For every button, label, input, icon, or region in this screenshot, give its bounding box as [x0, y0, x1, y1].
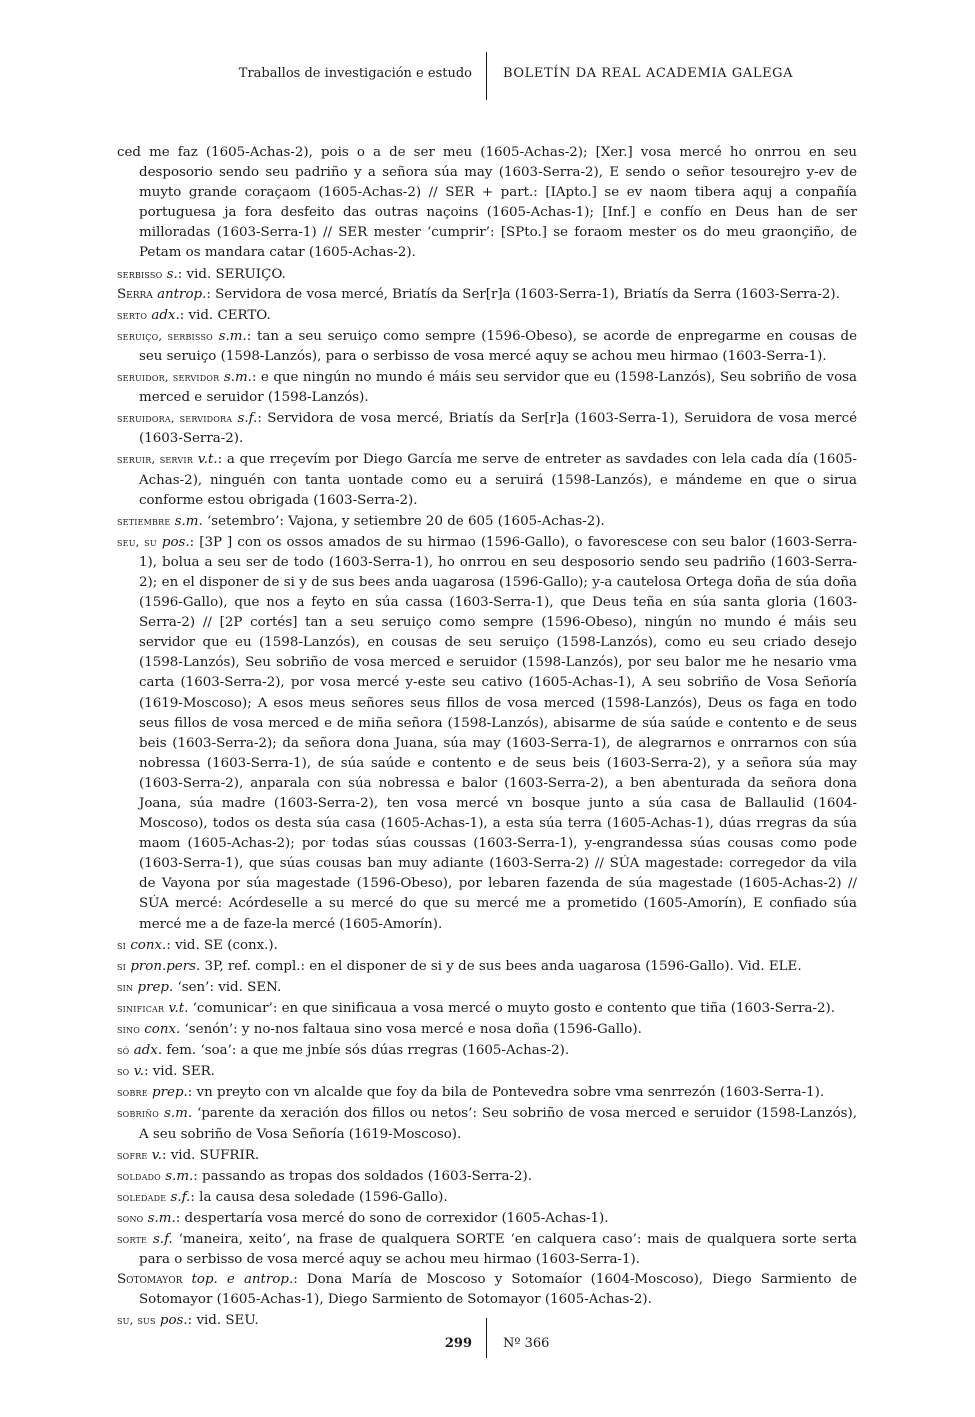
entry-headword: Sotomayor: [117, 1272, 183, 1288]
entry-headword: si: [117, 937, 127, 952]
entry-grammar: s.m.: [164, 1106, 193, 1122]
dictionary-entry: [117, 1166, 857, 1187]
entry-headword: setiembre: [117, 513, 171, 528]
dictionary-entry: [117, 449, 857, 510]
entry-headword: so: [117, 1064, 130, 1079]
entry-grammar: s.f.: [237, 411, 258, 427]
entry-grammar: s.: [166, 266, 178, 282]
entry-grammar: antrop.: [157, 286, 207, 302]
entry-grammar: s.m.: [174, 513, 203, 529]
entry-text: 3P, ref. compl.: en el disponer de si y de sus bees anda uagarosa (1596-Gallo). Vid. ELE.: [200, 958, 802, 974]
dictionary-entries: [117, 143, 857, 1331]
entry-headword: soldado: [117, 1168, 161, 1183]
entry-grammar: v.: [151, 1147, 162, 1163]
journal-title: BOLETÍN DA REAL ACADEMIA GALEGA: [503, 66, 794, 81]
entry-grammar: v.t.: [197, 452, 218, 468]
entry-text: : vid. CERTO.: [179, 307, 271, 323]
entry-headword: seruiço, serbisso: [117, 328, 213, 343]
dictionary-entry: [117, 1187, 857, 1208]
entry-grammar: conx.: [130, 937, 167, 953]
entry-text: : vid. SEU.: [187, 1313, 259, 1329]
entry-text: : despertaría vosa mercé do sono de correxidor (1605-Achas-1).: [175, 1210, 609, 1226]
entry-headword: sorte: [117, 1231, 148, 1246]
dictionary-entry: [117, 998, 857, 1019]
issue-number: Nº 366: [503, 1336, 550, 1351]
dictionary-entry: [117, 1040, 857, 1061]
entry-grammar: s.f.: [170, 1189, 191, 1205]
dictionary-entry: [117, 305, 857, 326]
entry-text: : la causa desa soledade (1596-Gallo).: [190, 1189, 448, 1205]
entry-grammar: s.m.: [218, 328, 247, 344]
running-header: [0, 52, 975, 102]
dictionary-entry: [117, 1229, 857, 1270]
entry-headword: serbisso: [117, 266, 163, 281]
entry-text: : Servidora de vosa mercé, Briatís da Ser[r]a (1603-Serra-1), Briatís da Serra (1603-Serra-2).: [206, 286, 840, 302]
entry-headword: seruidora, servidora: [117, 411, 233, 426]
dictionary-entry: [117, 977, 857, 998]
dictionary-entry: [117, 1061, 857, 1082]
entry-headword: só: [117, 1043, 130, 1058]
entry-headword: su, sus: [117, 1313, 156, 1328]
entry-text: : vid. SER.: [143, 1064, 215, 1080]
entry-headword: sobriño: [117, 1106, 160, 1121]
dictionary-entry: [117, 408, 857, 449]
entry-headword: soledade: [117, 1189, 167, 1204]
entry-grammar: pron.pers.: [130, 958, 201, 974]
section-title: Traballos de investigación e estudo: [238, 66, 472, 81]
dictionary-entry: [117, 956, 857, 977]
dictionary-entry: [117, 1103, 857, 1144]
entry-text: : Dona María de Moscoso y Sotomaíor (1604-Moscoso), Diego Sarmiento de Sotomayor (1605-Achas-1), Diego Sarmiento de Sotomayor (1605-Achas-2).: [139, 1272, 857, 1308]
page-number: 299: [444, 1336, 472, 1351]
entry-grammar: pos.: [159, 1313, 188, 1329]
header-divider: [486, 52, 487, 100]
entry-headword: sinificar: [117, 1000, 165, 1015]
entry-text: ‘maneira, xeito’, na frase de qualquera SORTE ‘en calquera caso’: mais de qualquera sorte serta para o serbisso de vosa mercé aquy se achou meu hirmao (1603-Serra-1).: [139, 1231, 857, 1268]
dictionary-entry: [117, 264, 857, 285]
entry-headword: sono: [117, 1210, 144, 1225]
entry-text: : vn preyto con vn alcalde que foy da bila de Pontevedra sobre vma senrrezón (1603-Serra-1).: [187, 1085, 825, 1101]
dictionary-entry: [117, 367, 857, 408]
entry-headword: sino: [117, 1022, 140, 1037]
dictionary-entry: [117, 935, 857, 956]
entry-grammar: conx.: [144, 1022, 181, 1038]
entry-grammar: s.m.: [223, 370, 252, 386]
page-footer: [0, 1318, 975, 1362]
entry-grammar: v.t.: [168, 1000, 189, 1016]
dictionary-entry: ced me faz (1605-Achas-2), pois o a de ser meu (1605-Achas-2); [Xer.] vosa mercé ho onrrou en seu desposorio sendo seu padriño y a señora súa may (1603-Serra-2), E sendo o señor tesourejro y-ev de muyto grande coraçaom (1605-Achas-2) // SER + part.: [IApto.] se ev naom tibera aquj a conpañía portuguesa ja fora desfeito das outras naçoins (1605-Achas-1); [Inf.] e confío en Deus han de ser milloradas (1603-Serra-1) // SER mester ‘cumprir’: [SPto.] se foraom mester os do meu graonçiño, de Petam os mandara catar (1605-Achas-2).: [117, 145, 857, 261]
entry-grammar: adx.: [151, 307, 180, 323]
entry-text: ‘parente da xeración dos fillos ou netos’: Seu sobriño de vosa merced e seruidor (1598-Lanzós), A seu sobriño de Vosa Señoría (1619-Moscoso).: [139, 1106, 857, 1142]
entry-text: : e que ningún no mundo é máis seu servidor que eu (1598-Lanzós), Seu sobriño de vosa merced e seruidor (1598-Lanzós).: [139, 370, 857, 406]
entry-text: : [3P ] con os ossos amados de su hirmao (1596-Gallo), o favorescese con seu balor (1603-Serra-1), bolua a seu ser de todo (1603-Serra-1), ho onrrou en seu desposorio sendo seu padriño (1603-Serra-2); en el disponer de si y de sus bees anda uagarosa (1596-Gallo); y-a cautelosa Ortega doña de súa doña (1596-Gallo), que nos a feyto en súa cassa (1603-Serra-1), que Deus teña en súa santa gloria (1603-Serra-2) // [2P cortés] tan a seu seruiço como sempre (1596-Obeso), ningún no mundo é máis seu servidor que eu (1598-Lanzós), en cousas de seu seruiço (1598-Lanzós), como eu seu criado desejo (1598-Lanzós), Seu sobriño de vosa merced e seruidor (1598-Lanzós), por seu balor me he nesario vma carta (1603-Serra-2), por vosa mercé y-este seu cativo (1605-Achas-1), A seu sobriño de Vosa Señoría (1619-Moscoso); A esos meus señores seus fillos de vosa merced (1598-Lanzós), Deus os faga en todo seus fillos de vosa merced e de miña señora (1598-Lanzós), abisarme de súa saúde e contento e de seus beis (1603-Serra-2); da señora dona Juana, súa may (1603-Serra-1), de alegrarnos e onrrarnos con súa nobressa (1603-Serra-1), de súa saúde e contento e de seus beis (1603-Serra-2), y a señora súa may (1603-Serra-2), anparala con súa nobressa e balor (1603-Serra-2), a ben abenturada da señora dona Joana, súa madre (1603-Serra-2), ten vosa mercé vn bosque junto a súa casa de Ballaulid (1604-Moscoso), todos os desta súa casa (1605-Achas-1), a esta súa terra (1605-Achas-1), dúas rregras da súa maom (1605-Achas-2); por todas súas coussas (1603-Serra-1), y-engrandessa súas cousas como pode (1603-Serra-1), que súas cousas ban muy adiante (1603-Serra-2) // SÚA magestade: corregedor da vila de Vayona por súa magestade (1596-Obeso), por lebaren fazenda de súa magestade (1605-Achas-2) // SÚA mercé: Acórdeselle a su mercé do que su mercé me a prometido (1605-Amorín), E confiado súa mercé me a de faze-la mercé (1605-Amorín).: [139, 534, 857, 932]
entry-headword: si: [117, 958, 127, 973]
entry-grammar: s.m.: [147, 1210, 176, 1226]
entry-grammar: prep.: [152, 1085, 188, 1101]
dictionary-entry: [117, 1019, 857, 1040]
entry-grammar: pos.: [161, 534, 190, 550]
dictionary-entry: [117, 1270, 857, 1310]
entry-grammar: s.f.: [152, 1231, 173, 1247]
entry-text: fem. ‘soa’: a que me jnbíe sós dúas rregras (1605-Achas-2).: [162, 1043, 570, 1059]
dictionary-entry: [117, 1082, 857, 1103]
entry-text: : vid. SERUIÇO.: [177, 266, 286, 282]
entry-grammar: s.m.: [165, 1168, 194, 1184]
entry-text: : vid. SE (conx.).: [166, 937, 278, 953]
dictionary-entry: [117, 511, 857, 532]
entry-headword: seu, su: [117, 534, 157, 549]
dictionary-entry: [117, 285, 857, 305]
entry-text: : a que rreçevím por Diego García me serve de entreter as savdades con lela cada día (1605-Achas-2), ninguén con tanta uontade como eu a seruirá (1598-Lanzós), e mándeme en que o sirua conforme estou obrigada (1603-Serra-2).: [139, 452, 858, 508]
entry-text: : Servidora de vosa mercé, Briatís da Ser[r]a (1603-Serra-1), Seruidora de vosa mercé (1603-Serra-2).: [139, 411, 857, 447]
entry-text: : passando as tropas dos soldados (1603-Serra-2).: [193, 1168, 533, 1184]
dictionary-entry: [117, 326, 857, 367]
entry-headword: seruidor, servidor: [117, 370, 220, 385]
entry-text: ‘sen’: vid. SEN.: [173, 979, 282, 995]
entry-text: ‘senón’: y no-nos faltaua sino vosa mercé e nosa doña (1596-Gallo).: [180, 1022, 642, 1038]
entry-headword: Serra: [117, 286, 153, 302]
entry-headword: serto: [117, 307, 148, 322]
entry-text: : vid. SUFRIR.: [161, 1147, 260, 1163]
entry-grammar: adx.: [133, 1043, 163, 1059]
entry-headword: sin: [117, 979, 134, 994]
dictionary-entry: [117, 532, 857, 935]
entry-text: ‘setembro’: Vajona, y setiembre 20 de 605 (1605-Achas-2).: [202, 513, 605, 529]
entry-grammar: v.: [133, 1064, 144, 1080]
entry-text: ‘comunicar’: en que sinificaua a vosa mercé o muyto gosto e contento que tiña (1603-Serra-2).: [188, 1000, 836, 1016]
entry-headword: sobre: [117, 1085, 148, 1100]
entry-headword: seruir, servir: [117, 452, 193, 467]
entry-grammar: top. e antrop.: [191, 1272, 294, 1288]
footer-divider: [486, 1318, 487, 1358]
entry-grammar: prep.: [137, 979, 174, 995]
dictionary-entry: [117, 1145, 857, 1166]
entry-text: : tan a seu seruiço como sempre (1596-Obeso), se acorde de enpregarme en cousas de seu seruiço (1598-Lanzós), para o serbisso de vosa mercé aquy se achou meu hirmao (1603-Serra-1).: [139, 328, 858, 364]
dictionary-entry: [117, 1208, 857, 1229]
entry-headword: sofre: [117, 1147, 148, 1162]
